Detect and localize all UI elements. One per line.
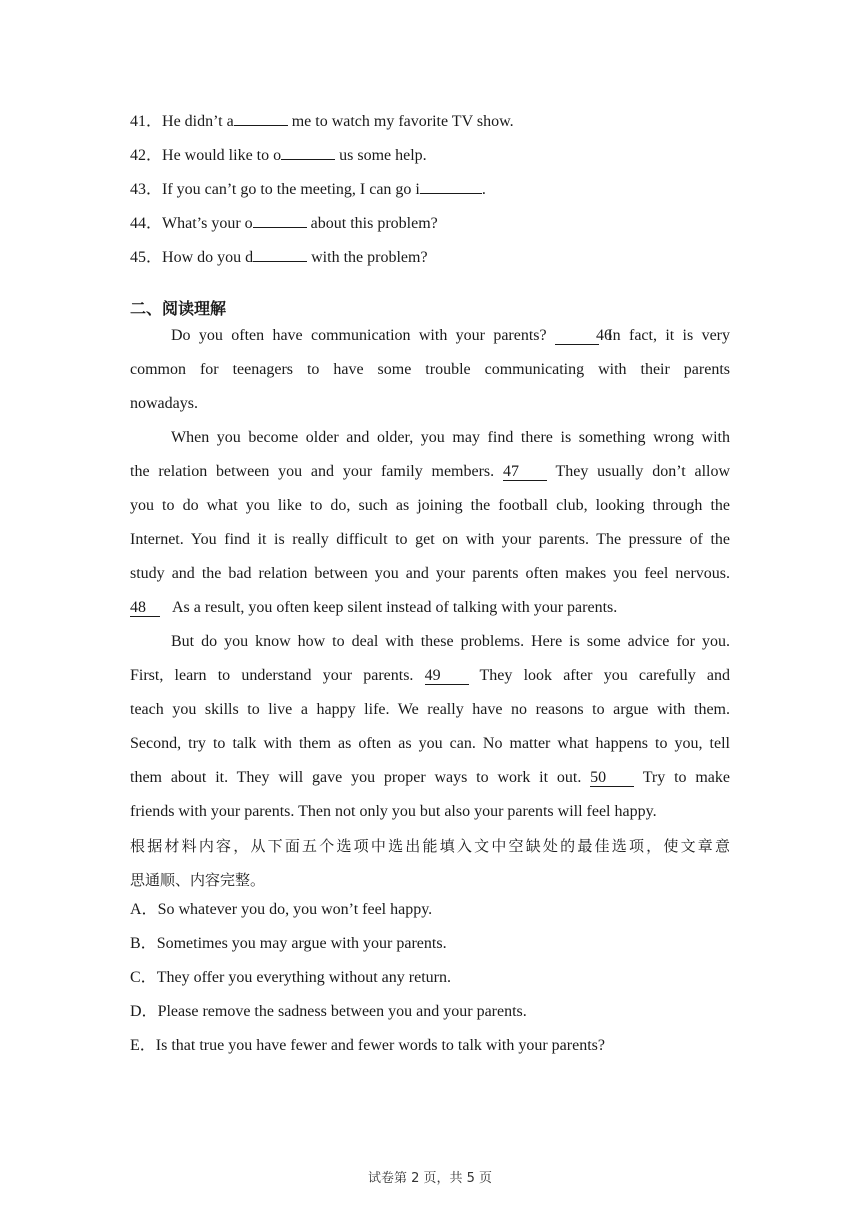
option-c[interactable] <box>130 968 451 988</box>
option-d[interactable] <box>130 1002 527 1022</box>
passage-line <box>130 455 730 489</box>
answer-blank[interactable] <box>420 179 482 194</box>
option-e[interactable] <box>130 1036 605 1056</box>
page-footer: 试卷第 2 页，共 5 页 <box>367 1171 493 1186</box>
question-number: 44． <box>130 215 163 232</box>
question-43 <box>130 179 730 200</box>
passage-text: Do you often have communication with your parents? <box>171 327 547 344</box>
option-a[interactable] <box>130 900 432 920</box>
question-number: 42． <box>130 147 163 164</box>
passage-paragraph-3 <box>130 625 730 829</box>
blank-50[interactable]: 50 <box>590 770 634 787</box>
option-text: Is that true you have fewer and fewer words to talk with your parents? <box>155 1037 605 1054</box>
section-title: 二、阅读理解 <box>130 299 227 318</box>
passage-text: them about it. They will gave you proper ways to work it out. <box>130 769 582 786</box>
passage-line <box>130 591 730 625</box>
passage-line: Second, try to talk with them as often as you can. No matter what happens to you, tell <box>130 735 730 752</box>
passage-text: They look after you carefully and <box>479 667 731 684</box>
passage-line: Internet. You find it is really difficult to get on with your parents. The pressure of the <box>130 531 730 548</box>
passage-line <box>130 319 730 353</box>
question-number: 45． <box>130 249 163 266</box>
blank-46[interactable]: 46 <box>555 328 599 345</box>
question-text-before: What’s your o <box>162 215 253 232</box>
question-44 <box>130 213 730 234</box>
option-letter: D． <box>130 1003 158 1020</box>
instruction-line: 思通顺、内容完整。 <box>130 871 266 889</box>
option-b[interactable] <box>130 934 447 954</box>
question-text-before: He would like to o <box>162 147 282 164</box>
instructions <box>130 829 730 897</box>
question-text-before: He didn’t a <box>162 113 234 130</box>
option-letter: A． <box>130 901 158 918</box>
option-letter: C． <box>130 969 157 986</box>
blank-47[interactable]: 47 <box>503 464 547 481</box>
passage-line: nowadays. <box>130 395 198 412</box>
answer-blank[interactable] <box>253 247 307 262</box>
question-text-before: How do you d <box>162 249 254 266</box>
passage-text: They usually don’t allow <box>555 463 731 480</box>
passage-text: In fact, it is very <box>607 327 730 344</box>
question-41 <box>130 111 730 132</box>
instruction-line: 根据材料内容，从下面五个选项中选出能填入文中空缺处的最佳选项，使文章意 <box>130 837 730 855</box>
passage-paragraph-1 <box>130 319 730 421</box>
question-45 <box>130 247 730 268</box>
option-letter: E． <box>130 1037 156 1054</box>
question-number: 41． <box>130 113 163 130</box>
question-text-before: If you can’t go to the meeting, I can go i <box>162 181 420 198</box>
passage-line: common for teenagers to have some trouble communicating with their parents <box>130 361 730 378</box>
blank-48[interactable]: 48 <box>130 600 160 617</box>
question-text-after: us some help. <box>335 147 427 164</box>
passage-paragraph-2 <box>130 421 730 625</box>
option-letter: B． <box>130 935 157 952</box>
option-text: Sometimes you may argue with your parents. <box>156 935 447 952</box>
question-42 <box>130 145 730 166</box>
passage-line: study and the bad relation between you and your parents often makes you feel nervous. <box>130 565 730 582</box>
answer-blank[interactable] <box>281 145 335 160</box>
answer-blank[interactable] <box>253 213 307 228</box>
passage-line: you to do what you like to do, such as joining the football club, looking through the <box>130 497 730 514</box>
passage-line: When you become older and older, you may find there is something wrong with <box>171 429 730 446</box>
passage-line: friends with your parents. Then not only you but also your parents will feel happy. <box>130 803 657 820</box>
passage-line: But do you know how to deal with these problems. Here is some advice for you. <box>171 633 730 650</box>
blank-49[interactable]: 49 <box>425 668 469 685</box>
question-text-after: me to watch my favorite TV show. <box>287 113 514 130</box>
option-text: Please remove the sadness between you and your parents. <box>157 1003 527 1020</box>
answer-blank[interactable] <box>234 111 288 126</box>
passage-line <box>130 761 730 795</box>
passage-text: Try to make <box>642 769 730 786</box>
passage-text: the relation between you and your family members. <box>130 463 495 480</box>
option-text: They offer you everything without any return. <box>156 969 451 986</box>
passage-line: teach you skills to live a happy life. We really have no reasons to argue with them. <box>130 701 730 718</box>
option-text: So whatever you do, you won’t feel happy. <box>157 901 433 918</box>
question-text-after: . <box>481 181 486 198</box>
passage-text: As a result, you often keep silent instead of talking with your parents. <box>172 599 618 616</box>
passage-line <box>130 659 730 693</box>
question-text-after: about this problem? <box>306 215 438 232</box>
question-number: 43． <box>130 181 163 198</box>
passage-text: First, learn to understand your parents. <box>130 667 414 684</box>
question-text-after: with the problem? <box>307 249 428 266</box>
